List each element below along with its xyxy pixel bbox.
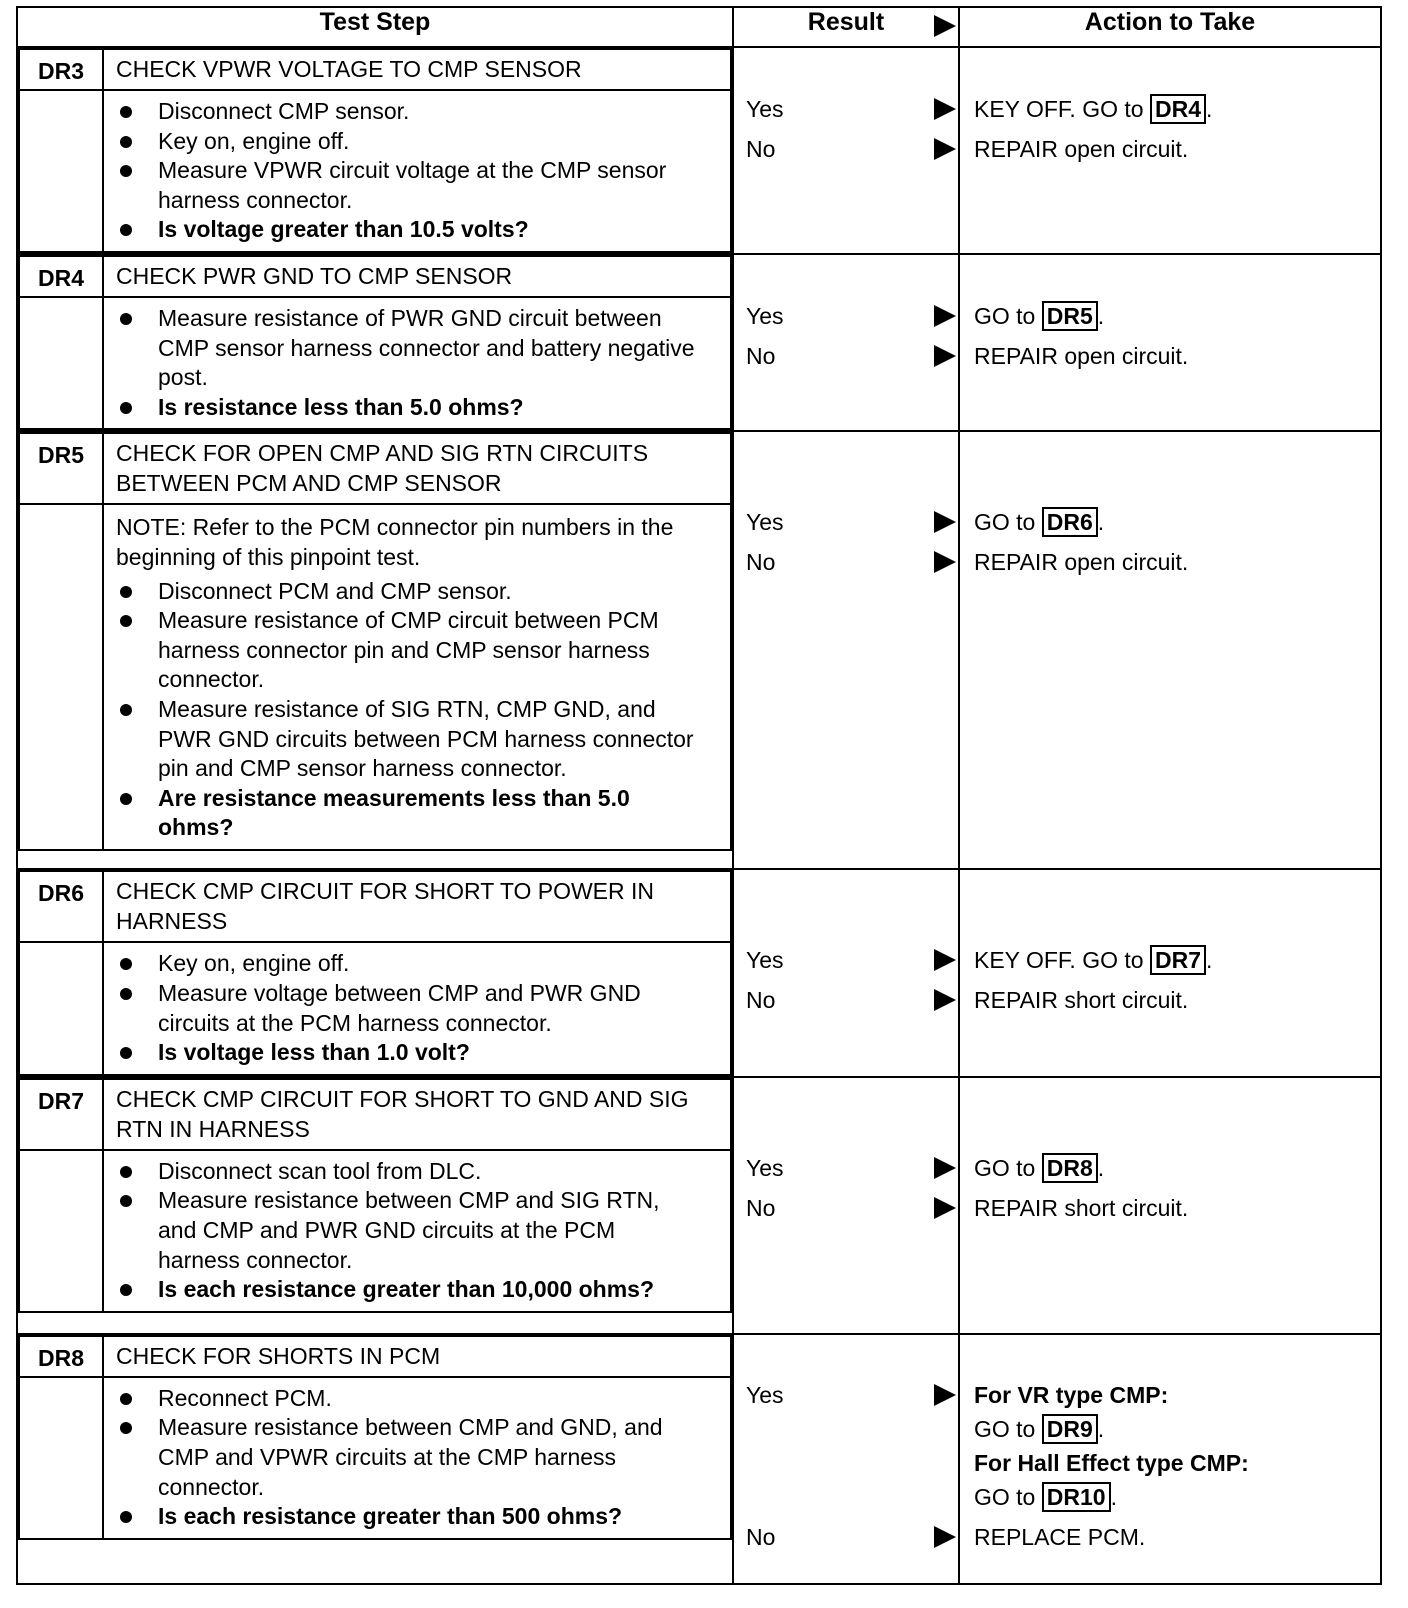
result-no: No (746, 129, 956, 169)
result-no: No (746, 336, 956, 376)
bullet-icon (120, 313, 132, 325)
arrow-right-icon (934, 345, 956, 367)
result-yes: Yes (746, 940, 956, 980)
step-title: CHECK CMP CIRCUIT FOR SHORT TO GND AND SIG RTN IN HARNESS (103, 1079, 731, 1150)
bullet-item: Disconnect PCM and CMP sensor. (116, 577, 700, 607)
step-title: CHECK FOR SHORTS IN PCM (103, 1336, 731, 1377)
step-title: CHECK VPWR VOLTAGE TO CMP SENSOR (103, 49, 731, 90)
arrow-right-icon (934, 949, 956, 971)
bullet-item: Measure resistance between CMP and GND, and CMP and VPWR circuits at the CMP harness connector. (116, 1413, 700, 1502)
bullet-icon (120, 704, 132, 716)
result-yes: Yes (746, 1148, 956, 1188)
result-cell (733, 869, 959, 1076)
step-body (103, 90, 731, 252)
bullet-icon (120, 1422, 132, 1434)
arrow-right-icon (934, 511, 956, 533)
action-no: REPAIR open circuit. (974, 136, 1189, 162)
header-action: Action to Take (959, 7, 1381, 47)
step-ref-link[interactable]: DR6 (1042, 507, 1098, 537)
step-row-dr4 (17, 254, 1381, 431)
bullet-icon (120, 1195, 132, 1207)
bullet-icon (120, 1047, 132, 1059)
step-row-dr3 (17, 47, 1381, 254)
result-cell (733, 47, 959, 254)
action-yes: GO to DR5 . (974, 302, 1105, 329)
arrow-right-icon (934, 1526, 956, 1548)
result-yes: Yes (746, 1375, 956, 1415)
step-body (103, 297, 731, 429)
bullet-icon (120, 136, 132, 148)
action-no: REPAIR open circuit. (974, 342, 1189, 369)
step-title: CHECK PWR GND TO CMP SENSOR (103, 256, 731, 297)
result-cell (733, 1077, 959, 1334)
step-ref-link[interactable]: DR9 (1042, 1414, 1098, 1444)
step-code: DR5 (19, 433, 103, 504)
test-step-cell (17, 869, 733, 1076)
arrow-right-icon (934, 138, 956, 160)
bullet-icon (120, 1393, 132, 1405)
result-cell (733, 431, 959, 869)
bullet-item: Disconnect CMP sensor. (116, 97, 700, 127)
step-code: DR6 (19, 871, 103, 942)
action-no: REPAIR open circuit. (974, 549, 1189, 576)
arrow-right-icon (934, 989, 956, 1011)
result-yes: Yes (746, 89, 956, 129)
action-cell (959, 431, 1381, 869)
action-no: REPAIR short circuit. (974, 1194, 1189, 1221)
test-step-cell (17, 431, 733, 869)
step-title: CHECK CMP CIRCUIT FOR SHORT TO POWER IN HARNESS (103, 871, 731, 942)
result-no: No (746, 1517, 956, 1557)
step-code: DR4 (19, 256, 103, 297)
step-body (103, 504, 731, 850)
action-cell (959, 869, 1381, 1076)
bullet-item: Measure resistance of CMP circuit between PCM harness connector pin and CMP sensor harness connector. (116, 606, 700, 695)
bullet-item: Measure resistance of SIG RTN, CMP GND, and PWR GND circuits between PCM harness connector pin and CMP sensor harness connector. (116, 695, 700, 784)
action-hall: GO to DR10 . (974, 1483, 1117, 1510)
step-code: DR7 (19, 1079, 103, 1150)
action-yes: GO to DR8 . (974, 1154, 1105, 1181)
step-row-dr8 (17, 1334, 1381, 1584)
arrow-right-icon (934, 15, 956, 37)
step-title: CHECK FOR OPEN CMP AND SIG RTN CIRCUITS BETWEEN PCM AND CMP SENSOR (103, 433, 731, 504)
bullet-icon (120, 402, 132, 414)
step-ref-link[interactable]: DR5 (1042, 301, 1098, 331)
step-row-dr5 (17, 431, 1381, 869)
table-header-row (17, 7, 1381, 47)
action-yes: KEY OFF. GO to DR4 . (974, 96, 1213, 122)
header-result (733, 7, 959, 47)
action-cell (959, 47, 1381, 254)
step-body (103, 1377, 731, 1539)
action-yes: GO to DR6 . (974, 509, 1105, 536)
question-item: Is voltage greater than 10.5 volts? (116, 215, 700, 245)
result-cell (733, 1334, 959, 1584)
step-ref-link[interactable]: DR4 (1150, 94, 1206, 124)
bullet-icon (120, 165, 132, 177)
bullet-icon (120, 988, 132, 1000)
result-cell (733, 254, 959, 431)
bullet-icon (120, 106, 132, 118)
step-note: NOTE: Refer to the PCM connector pin numbers in the beginning of this pinpoint test. (116, 514, 674, 570)
question-item: Is resistance less than 5.0 ohms? (116, 393, 700, 423)
result-yes: Yes (746, 502, 956, 542)
bullet-item: Measure resistance of PWR GND circuit between CMP sensor harness connector and battery negative post. (116, 304, 700, 393)
step-ref-link[interactable]: DR8 (1042, 1153, 1098, 1183)
bullet-item: Measure resistance between CMP and SIG RTN, and CMP and PWR GND circuits at the PCM harness connector. (116, 1186, 700, 1275)
bullet-icon (120, 586, 132, 598)
header-test-step: Test Step (17, 7, 733, 47)
question-item: Is each resistance greater than 10,000 ohms? (116, 1275, 700, 1305)
step-ref-link[interactable]: DR10 (1042, 1482, 1111, 1512)
pinpoint-test-table (16, 6, 1382, 1585)
step-body (103, 942, 731, 1074)
bullet-item: Reconnect PCM. (116, 1384, 700, 1414)
step-ref-link[interactable]: DR7 (1150, 945, 1206, 975)
bullet-icon (120, 615, 132, 627)
test-step-cell (17, 1334, 733, 1584)
arrow-right-icon (934, 1197, 956, 1219)
result-no: No (746, 1188, 956, 1228)
result-no: No (746, 542, 956, 582)
step-body (103, 1150, 731, 1312)
action-no: REPLACE PCM. (974, 1523, 1146, 1550)
question-item: Is each resistance greater than 500 ohms? (116, 1502, 700, 1532)
bullet-item: Measure VPWR circuit voltage at the CMP sensor harness connector. (116, 156, 700, 215)
step-row-dr6 (17, 869, 1381, 1076)
test-step-cell (17, 47, 733, 254)
action-yes: KEY OFF. GO to DR7 . (974, 947, 1213, 974)
arrow-right-icon (934, 305, 956, 327)
bullet-icon (120, 793, 132, 805)
action-vr-label: For VR type CMP: (974, 1381, 1169, 1408)
bullet-item: Key on, engine off. (116, 127, 700, 157)
header-result-label: Result (807, 8, 885, 36)
arrow-right-icon (934, 1157, 956, 1179)
bullet-item: Measure voltage between CMP and PWR GND circuits at the PCM harness connector. (116, 979, 700, 1038)
step-code: DR8 (19, 1336, 103, 1377)
question-item: Are resistance measurements less than 5.0 ohms? (116, 784, 700, 843)
bullet-icon (120, 1284, 132, 1296)
question-item: Is voltage less than 1.0 volt? (116, 1038, 700, 1068)
bullet-item: Disconnect scan tool from DLC. (116, 1157, 700, 1187)
action-hall-label: For Hall Effect type CMP: (974, 1449, 1249, 1476)
step-row-dr7 (17, 1077, 1381, 1334)
arrow-right-icon (934, 551, 956, 573)
result-yes: Yes (746, 296, 956, 336)
action-no: REPAIR short circuit. (974, 987, 1189, 1014)
bullet-icon (120, 1166, 132, 1178)
step-code: DR3 (19, 49, 103, 90)
bullet-icon (120, 224, 132, 236)
test-step-cell (17, 1077, 733, 1334)
action-vr: GO to DR9 . (974, 1415, 1105, 1442)
bullet-icon (120, 1511, 132, 1523)
action-cell (959, 1077, 1381, 1334)
action-cell (959, 1334, 1381, 1584)
action-cell (959, 254, 1381, 431)
bullet-icon (120, 958, 132, 970)
result-no: No (746, 980, 956, 1020)
test-step-cell (17, 254, 733, 431)
bullet-item: Key on, engine off. (116, 949, 700, 979)
arrow-right-icon (934, 98, 956, 120)
arrow-right-icon (934, 1384, 956, 1406)
